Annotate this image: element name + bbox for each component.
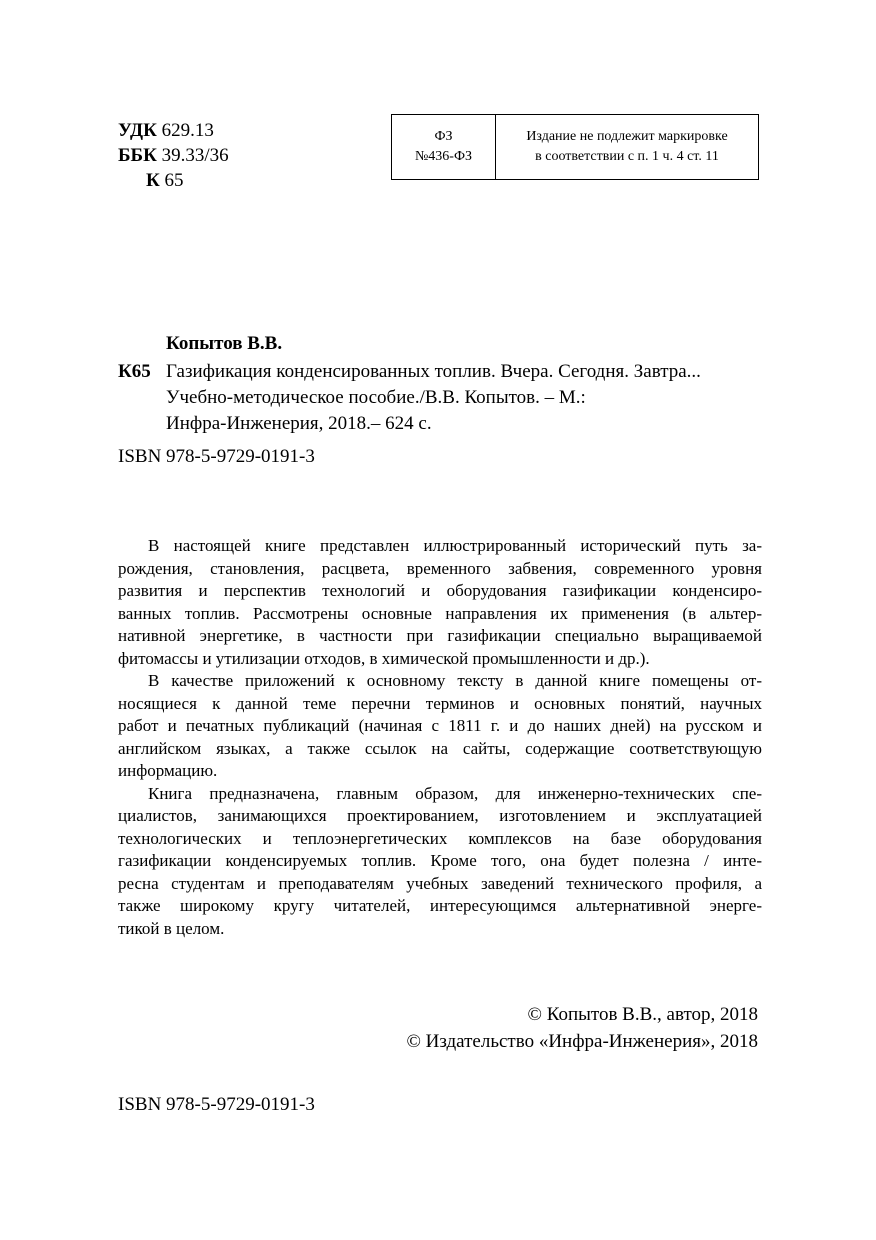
author-code: К65 — [118, 361, 151, 382]
annotation-paragraph-3 — [118, 783, 762, 941]
annotation-paragraph-2 — [118, 670, 762, 783]
k-value: 65 — [164, 170, 184, 191]
udk-value: 629.13 — [161, 120, 214, 141]
biblio-line-2: Учебно-методическое пособие./В.В. Копытов. – М.: — [166, 387, 586, 408]
bibliographic-description — [166, 359, 701, 437]
isbn-footer: ISBN 978-5-9729-0191-3 — [118, 1094, 315, 1115]
annotation-line: технологических и теплоэнергетических комплексов на базе оборудования — [118, 828, 762, 848]
isbn-record: ISBN 978-5-9729-0191-3 — [118, 446, 315, 467]
fz-notice-line1: Издание не подлежит маркировке — [526, 129, 728, 144]
annotation — [118, 535, 762, 940]
k-label: К — [146, 170, 160, 191]
fz-notice-line2: в соответствии с п. 1 ч. 4 ст. 11 — [535, 149, 719, 164]
biblio-line-1: Газификация конденсированных топлив. Вчера. Сегодня. Завтра... — [166, 361, 701, 382]
copyright-publisher: © Издательство «Инфра-Инженерия», 2018 — [406, 1031, 758, 1052]
annotation-line: развития и перспектив технологий и оборудования газификации конденсиро- — [118, 581, 762, 600]
annotation-line: работ и печатных публикаций (начиная с 1811 г. и до наших дней) на русском и — [118, 716, 762, 735]
annotation-line: тикой в целом. — [118, 918, 225, 938]
classification-block — [118, 118, 229, 193]
annotation-line: нативной энергетике, в частности при газификации специально выращиваемой — [118, 626, 762, 645]
bbk-value: 39.33/36 — [161, 145, 229, 166]
annotation-line: газификации конденсируемых топлив. Кроме того, она будет полезна / инте- — [118, 851, 762, 870]
udk-label: УДК — [118, 120, 157, 141]
annotation-line: В качестве приложений к основному тексту в данной книге помещены от- — [148, 671, 762, 690]
author-name: Копытов В.В. — [166, 333, 283, 354]
bbk-label: ББК — [118, 145, 157, 166]
annotation-line: ресна студентам и преподавателям учебных заведений технического профиля, а — [118, 873, 762, 893]
annotation-line: циалистов, занимающихся проектированием, изготовлением и эксплуатацией — [118, 806, 762, 825]
annotation-line: информацию. — [118, 761, 218, 780]
annotation-line: английском языках, а также ссылок на сайты, содержащие соответствующую — [118, 738, 762, 758]
copyright-author: © Копытов В.В., автор, 2018 — [527, 1004, 758, 1025]
annotation-line: ванных топлив. Рассмотрены основные направления их применения (в альтер- — [118, 603, 762, 623]
k-line — [118, 168, 229, 193]
biblio-line-3: Инфра-Инженерия, 2018.– 624 с. — [166, 413, 432, 434]
fz-law-number: №436-ФЗ — [414, 149, 473, 164]
fz-marking-box — [391, 114, 759, 180]
annotation-line: фитомассы и утилизации отходов, в химической промышленности и др.). — [118, 648, 650, 668]
fz-law-cell — [392, 115, 496, 179]
annotation-line: носящиеся к данной теме перечни терминов и основных понятий, научных — [118, 693, 762, 713]
annotation-line: В настоящей книге представлен иллюстрированный исторический путь за- — [148, 536, 762, 555]
bbk-line — [118, 143, 229, 168]
annotation-line: рождения, становления, расцвета, временного забвения, современного уровня — [118, 558, 762, 578]
fz-law-label: ФЗ — [434, 129, 453, 144]
annotation-line: также широкому кругу читателей, интересующимся альтернативной энерге- — [118, 896, 762, 915]
fz-notice-cell — [496, 115, 758, 179]
udk-line — [118, 118, 229, 143]
annotation-paragraph-1 — [118, 535, 762, 670]
annotation-line: Книга предназначена, главным образом, для инженерно-технических спе- — [148, 783, 762, 803]
